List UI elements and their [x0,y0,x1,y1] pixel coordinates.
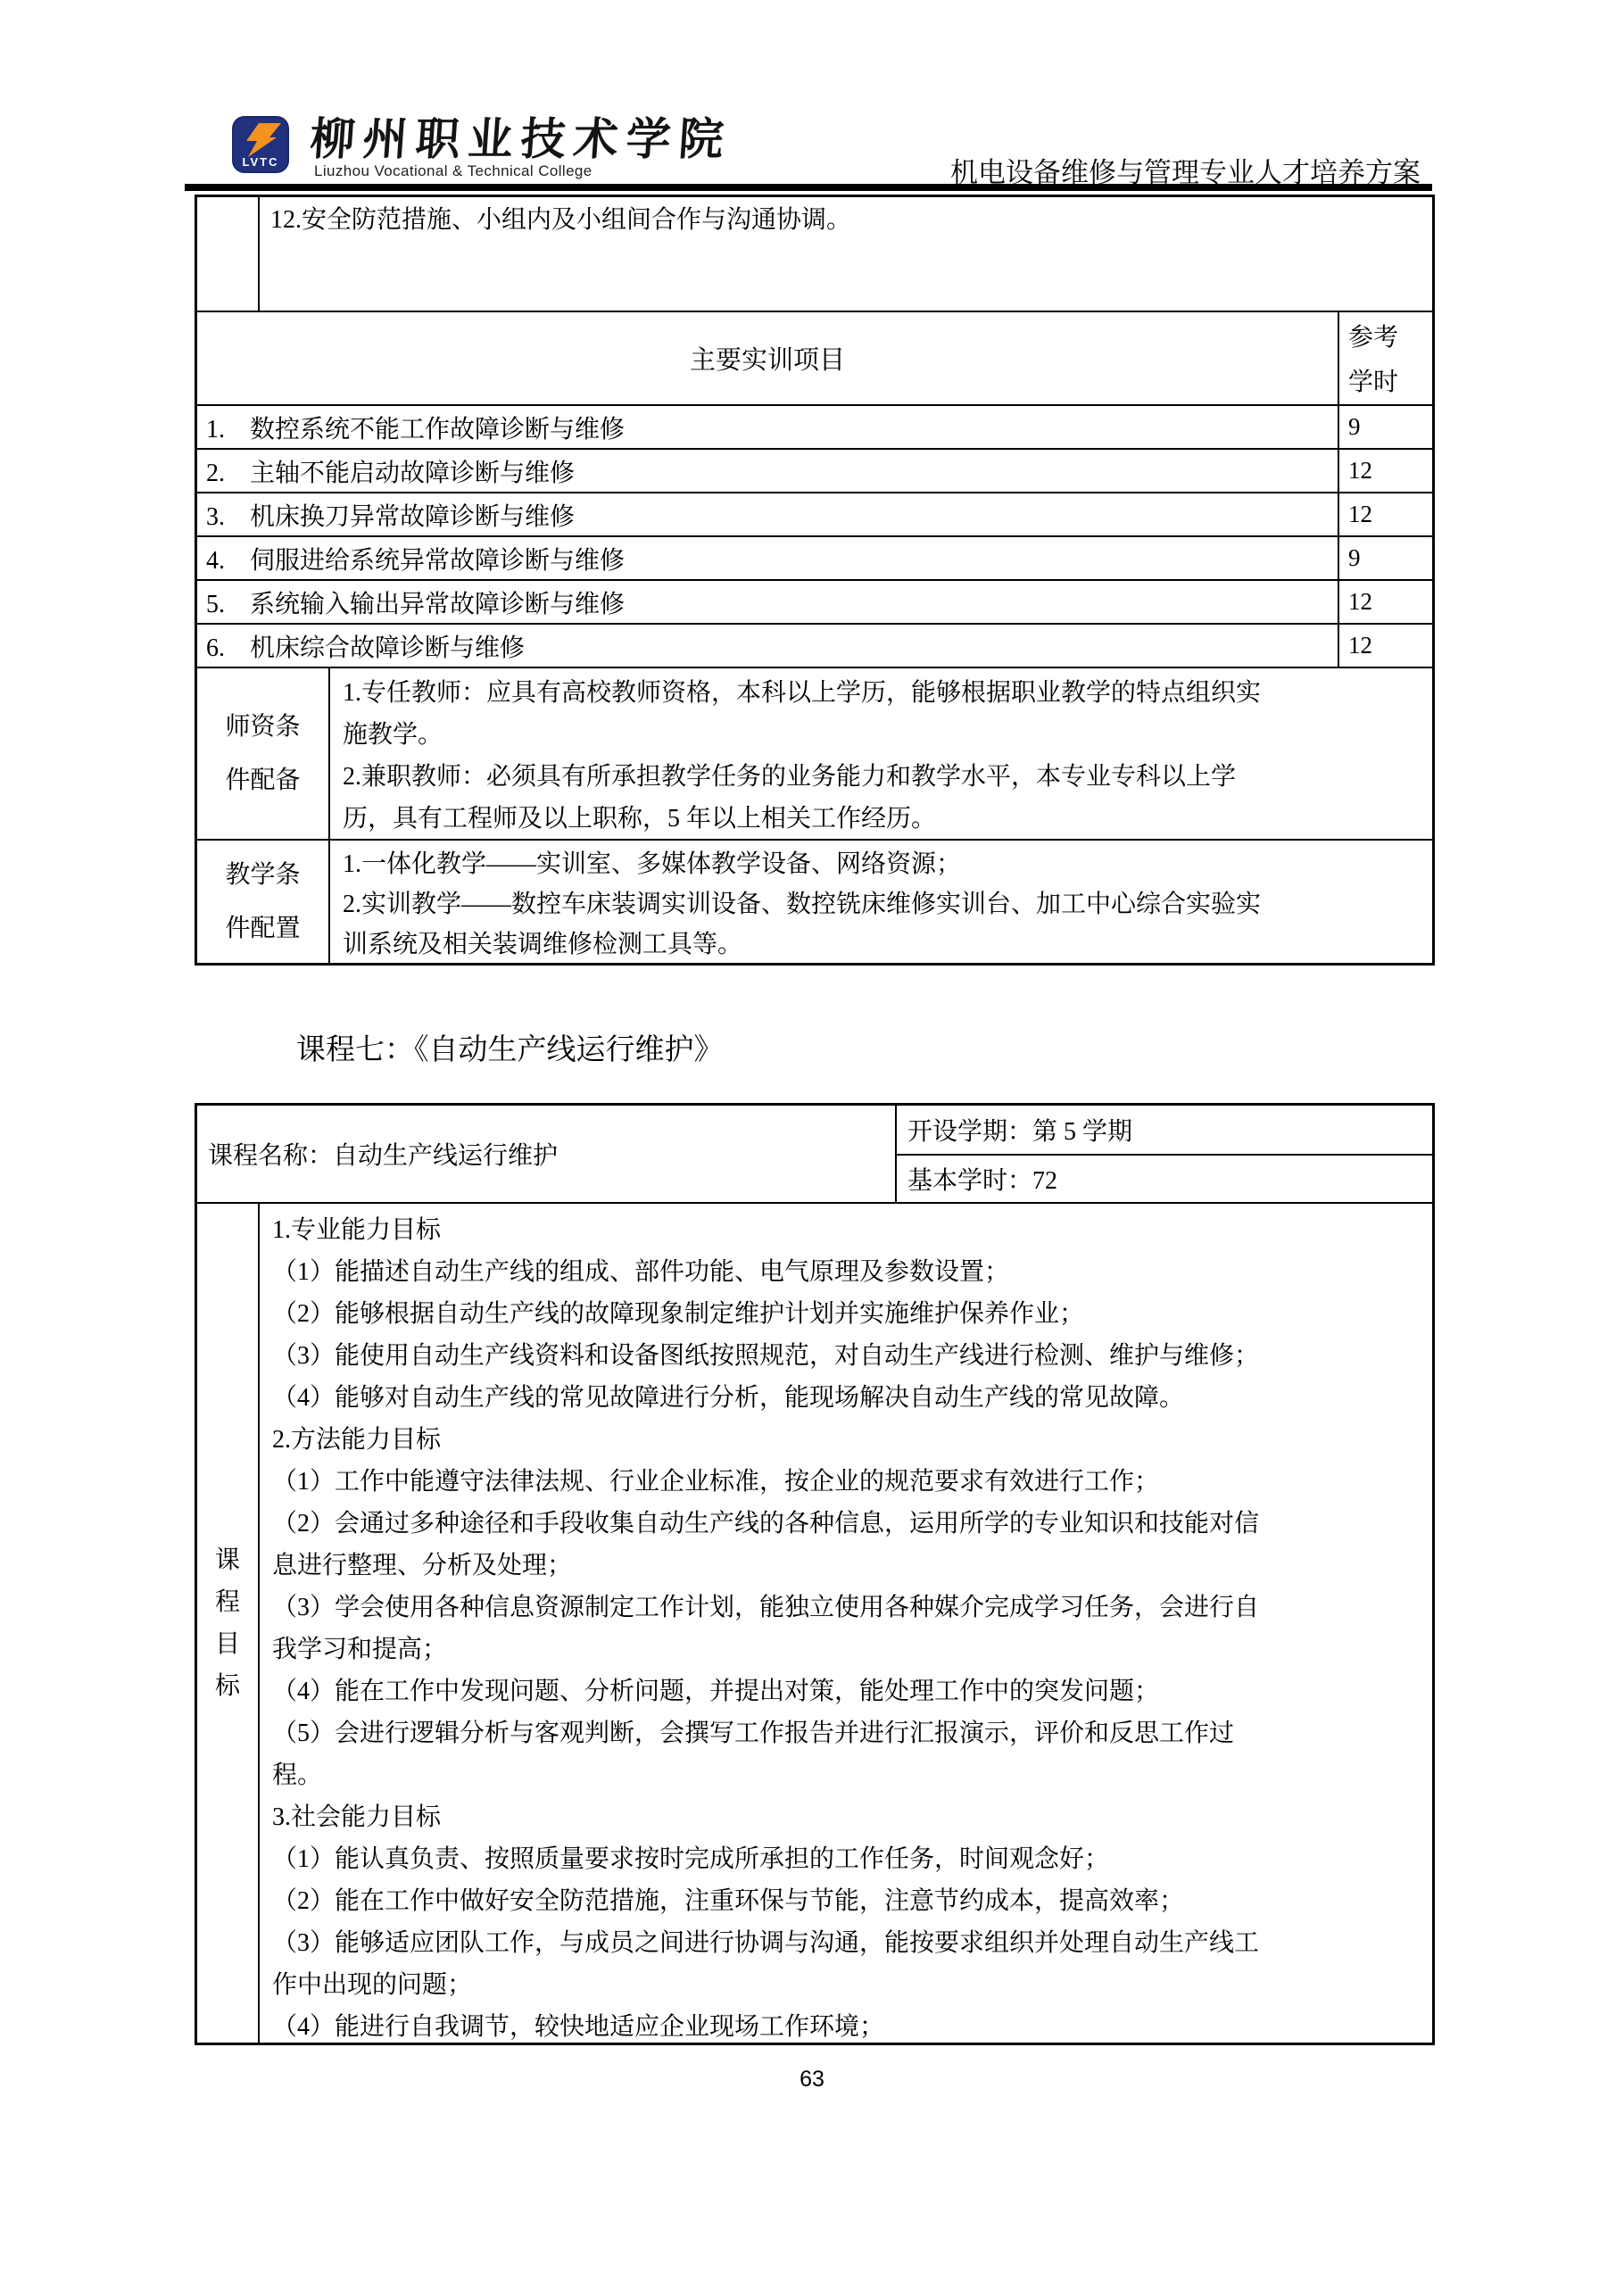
goal-line: （1）能认真负责、按照质量要求按时完成所承担的工作任务，时间观念好； [272,1845,1110,1873]
goal-line: 程。 [272,1761,323,1789]
teaching-condition-row [197,839,1432,963]
course-header-row [197,1106,1432,1202]
semester-cell: 开设学期：第 5 学期 [907,1118,1133,1146]
teacher-requirement-content [330,668,1432,839]
training-hours: 9 [1338,406,1432,448]
goal-label-char: 目 [214,1630,240,1658]
overflow-item-text: 12.安全防范措施、小组内及小组间合作与沟通协调。 [270,206,852,234]
goal-line: （5）会进行逻辑分析与客观判断，会撰写工作报告并进行汇报演示，评价和反思工作过 [272,1720,1235,1747]
facility-label-line2: 件配置 [225,914,301,942]
teaching-condition-label [197,841,330,963]
teacher-label-line2: 件配备 [225,766,301,794]
goal-line: 1.专业能力目标 [272,1216,442,1244]
training-label: 1. 数控系统不能工作故障诊断与维修 [206,415,626,443]
facility-label-line1: 教学条 [225,860,301,889]
training-row [197,404,1432,448]
logo-lvtc-text: LVTC [242,155,279,169]
ref-hours-line1: 参考 [1348,324,1399,352]
teacher-requirement-row [197,667,1432,839]
base-hours-cell: 基本学时：72 [897,1154,1432,1202]
goal-label-char: 标 [214,1672,240,1700]
teacher-label-line1: 师资条 [225,712,301,741]
course-header-right [897,1106,1432,1202]
course-goal-row [197,1202,1432,2043]
teacher-content-line: 历，具有工程师及以上职称，5 年以上相关工作经历。 [343,805,937,833]
goal-line: 2.方法能力目标 [272,1426,442,1454]
training-label: 3. 机床换刀异常故障诊断与维修 [206,502,576,531]
training-hours: 12 [1338,450,1432,492]
training-header-row [197,311,1432,404]
section-heading: 课程七：《自动生产线运行维护》 [296,1034,724,1066]
goal-line: （4）能进行自我调节，较快地适应企业现场工作环境； [272,2013,885,2041]
training-hours: 12 [1338,581,1432,623]
goal-line: （2）能够根据自动生产线的故障现象制定维护计划并实施维护保养作业； [272,1300,1085,1328]
teaching-condition-content [330,841,1432,963]
goal-line: 我学习和提高； [272,1636,448,1663]
training-hours: 12 [1338,625,1432,667]
training-row [197,535,1432,579]
course-table [195,1103,1435,2045]
facility-content-line: 2.实训教学——数控车床装调实训设备、数控铣床维修实训台、加工中心综合实验实 [343,891,1262,918]
training-row [197,623,1432,667]
overflow-item-row [197,197,1432,311]
teacher-content-line: 1.专任教师：应具有高校教师资格，本科以上学历，能够根据职业教学的特点组织实 [343,679,1262,707]
goal-line: （3）能使用自动生产线资料和设备图纸按照规范，对自动生产线进行检测、维护与维修； [272,1342,1260,1370]
training-label: 2. 主轴不能启动故障诊断与维修 [206,459,576,487]
training-row [197,579,1432,623]
training-label: 4. 伺服进给系统异常故障诊断与维修 [206,546,626,575]
goal-line: （1）工作中能遵守法律法规、行业企业标准，按企业的规范要求有效进行工作； [272,1468,1160,1496]
training-hours: 9 [1338,537,1432,579]
training-row [197,492,1432,535]
training-row [197,448,1432,492]
course-goal-content [260,1204,1432,2043]
training-label: 6. 机床综合故障诊断与维修 [206,634,526,662]
goal-line: （1）能描述自动生产线的组成、部件功能、电气原理及参数设置； [272,1258,1010,1286]
goal-label-char: 程 [214,1588,240,1616]
college-name-zh: 柳州职业技术学院 [308,114,733,164]
goal-line: 作中出现的问题； [272,1971,473,1999]
goal-line: 息进行整理、分析及处理； [272,1552,573,1579]
training-label: 5. 系统输入输出异常故障诊断与维修 [206,590,626,618]
ref-hours-header [1338,312,1432,404]
teacher-content-line: 2.兼职教师：必须具有所承担教学任务的业务能力和教学水平，本专业专科以上学 [343,763,1237,791]
facility-content-line: 训系统及相关装调维修检测工具等。 [343,931,743,958]
overflow-item-left-cell [197,197,260,311]
college-name-en: Liuzhou Vocational & Technical College [314,162,592,179]
header-rule [185,184,1432,191]
training-table [195,195,1435,966]
goal-line: （3）能够适应团队工作，与成员之间进行协调与沟通，能按要求组织并处理自动生产线工 [272,1929,1260,1957]
page-number: 63 [800,2067,824,2092]
goal-line: （2）能在工作中做好安全防范措施，注重环保与节能，注意节约成本，提高效率； [272,1887,1185,1915]
course-goal-label [197,1204,260,2043]
ref-hours-line2: 学时 [1348,369,1399,396]
teacher-content-line: 施教学。 [343,721,443,749]
training-hours: 12 [1338,493,1432,535]
goal-line: （3）学会使用各种信息资源制定工作计划，能独立使用各种媒介完成学习任务，会进行自 [272,1594,1260,1621]
goal-line: （4）能够对自动生产线的常见故障进行分析，能现场解决自动生产线的常见故障。 [272,1384,1185,1412]
goal-label-char: 课 [214,1546,240,1574]
goal-line: （2）会通过多种途径和手段收集自动生产线的各种信息，运用所学的专业知识和技能对信 [272,1510,1260,1538]
goal-line: 3.社会能力目标 [272,1803,442,1831]
doc-title: 机电设备维修与管理专业人才培养方案 [950,157,1421,188]
teacher-requirement-label [197,668,330,839]
goal-line: （4）能在工作中发现问题、分析问题，并提出对策，能处理工作中的突发问题； [272,1678,1160,1705]
college-logo-icon [232,116,289,173]
facility-content-line: 1.一体化教学——实训室、多媒体教学设备、网络资源； [343,850,962,878]
course-name-cell: 课程名称：自动生产线运行维护 [197,1106,897,1202]
training-header-title: 主要实训项目 [689,346,845,375]
